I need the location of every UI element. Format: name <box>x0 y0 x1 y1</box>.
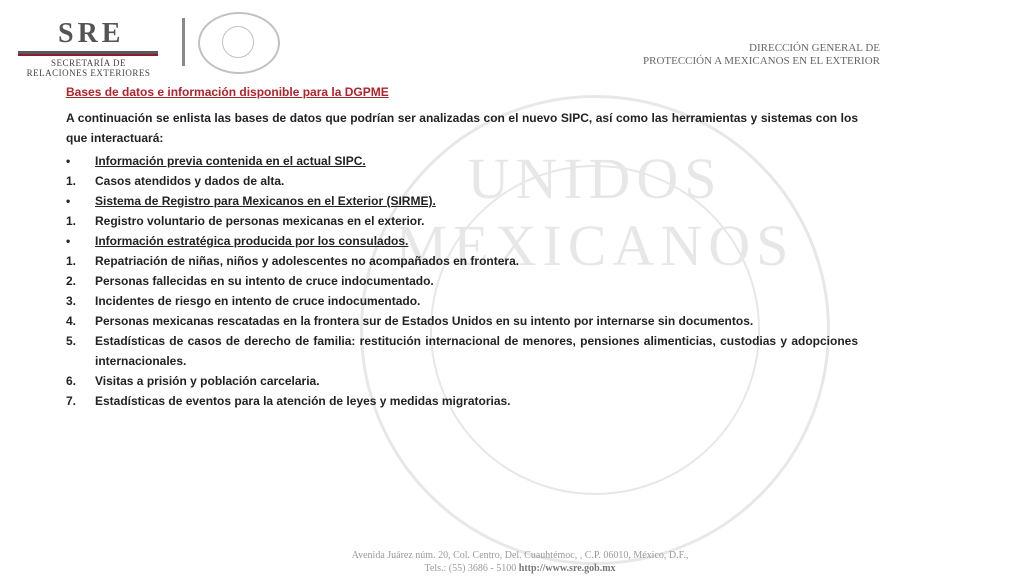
number-marker: 7. <box>66 394 77 408</box>
coat-of-arms-icon <box>198 12 280 74</box>
page-footer <box>250 549 790 575</box>
list-item-text: Personas mexicanas rescatadas en la frontera sur de Estados Unidos en su intento por internarse sin documentos. <box>95 314 754 328</box>
watermark-text: UNIDOS MEXICANOS <box>395 146 795 278</box>
list-item <box>66 331 858 371</box>
number-marker: 2. <box>66 274 77 288</box>
list-item <box>66 271 858 291</box>
number-marker: 3. <box>66 294 77 308</box>
list-item-text: Incidentes de riesgo en intento de cruce indocumentado. <box>95 294 421 308</box>
intro-paragraph: A continuación se enlista las bases de datos que podrían ser analizadas con el nuevo SIPC, así como las herramientas y sistemas con los que interactuará: <box>66 111 858 145</box>
list-item-text: Sistema de Registro para Mexicanos en el Exterior (SIRME). <box>95 194 436 208</box>
footer-url-link[interactable]: http://www.sre.gob.mx <box>518 563 616 574</box>
number-marker: 1. <box>66 214 77 228</box>
dept-line-1: DIRECCIÓN GENERAL DE <box>749 42 880 54</box>
logo-word: SRE <box>58 18 125 49</box>
dept-line-2: PROTECCIÓN A MEXICANOS EN EL EXTERIOR <box>642 55 880 67</box>
main-content <box>66 83 858 411</box>
logo-sub-line-2: RELACIONES EXTERIORES <box>26 68 151 78</box>
list-item-text: Casos atendidos y dados de alta. <box>95 174 285 188</box>
list-item <box>66 231 858 251</box>
sre-logo <box>18 18 168 78</box>
number-marker: 5. <box>66 334 77 348</box>
list-item-text: Estadísticas de eventos para la atención de leyes y medidas migratorias. <box>95 394 511 408</box>
list-item-text: Repatriación de niñas, niños y adolescentes no acompañados en frontera. <box>95 254 520 268</box>
bullet-marker: • <box>66 234 71 248</box>
logo-subtitle <box>26 58 151 78</box>
list-item <box>66 291 858 311</box>
list-item <box>66 251 858 271</box>
header-divider <box>182 18 185 66</box>
footer-address: Avenida Juárez núm. 20, Col. Centro, Del. Cuauhtémoc, , C.P. 06010, México, D.F., <box>351 550 689 561</box>
list-item <box>66 191 858 211</box>
number-marker: 6. <box>66 374 77 388</box>
list-item-text: Personas fallecidas en su intento de cruce indocumentado. <box>95 274 434 288</box>
page-header <box>0 0 1024 80</box>
list-item-text: Información estratégica producida por los consulados. <box>95 234 409 248</box>
list-item-text: Estadísticas de casos de derecho de familia: restitución internacional de menores, pensiones alimenticias, custodias y adopciones internacionales. <box>95 334 858 368</box>
footer-contact <box>250 562 790 575</box>
list-item <box>66 311 858 331</box>
list-item <box>66 371 858 391</box>
footer-tel: Tels.: (55) 3686 - 5100 <box>424 563 517 574</box>
list-item <box>66 151 858 171</box>
list-item <box>66 171 858 191</box>
bullet-marker: • <box>66 194 71 208</box>
bullet-marker: • <box>66 154 71 168</box>
page-title: Bases de datos e información disponible para la DGPME <box>66 85 389 99</box>
logo-bar-red <box>18 54 158 56</box>
list-item-text: Visitas a prisión y población carcelaria. <box>95 374 320 388</box>
list-item <box>66 391 858 411</box>
number-marker: 4. <box>66 314 77 328</box>
seal-eagle-icon <box>222 26 254 58</box>
department-name <box>643 42 880 68</box>
list-item <box>66 211 858 231</box>
number-marker: 1. <box>66 174 77 188</box>
list-item-text: Registro voluntario de personas mexicanas en el exterior. <box>95 214 425 228</box>
item-list <box>66 151 858 411</box>
list-item-text: Información previa contenida en el actual SIPC. <box>95 154 366 168</box>
logo-sub-line-1: SECRETARÍA DE <box>50 58 127 68</box>
number-marker: 1. <box>66 254 77 268</box>
